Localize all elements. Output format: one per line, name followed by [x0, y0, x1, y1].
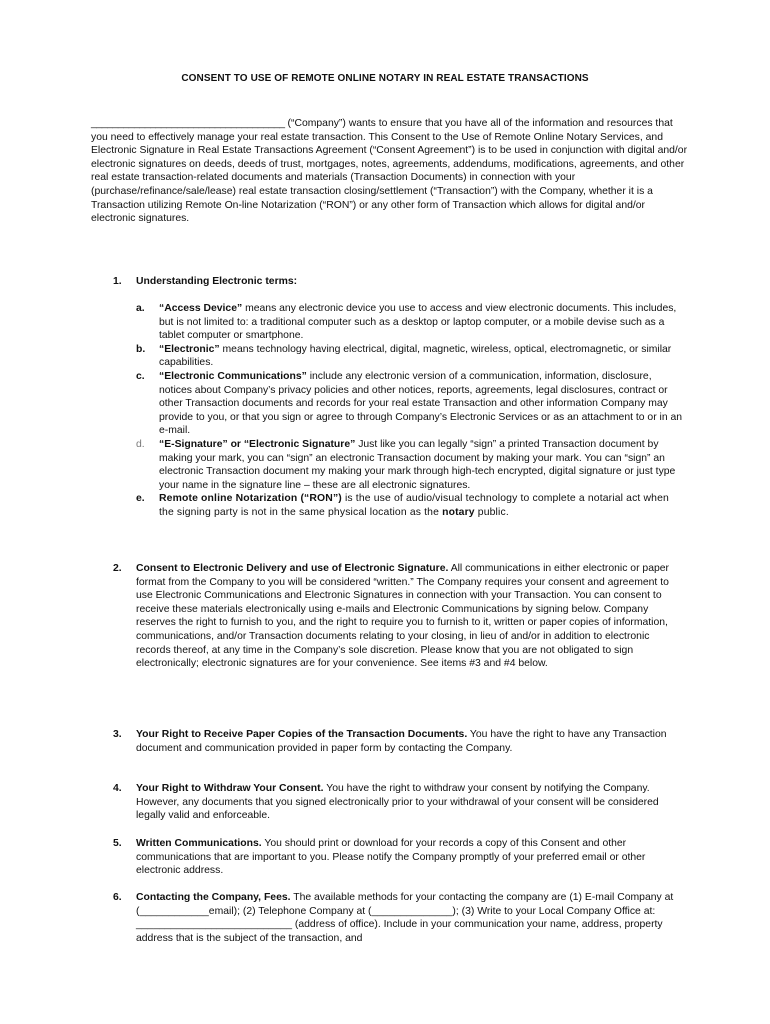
intro-paragraph: [91, 117, 691, 226]
list-item: [136, 343, 686, 370]
list-item: [136, 492, 686, 519]
item-text-end: public.: [474, 506, 509, 518]
document-title: CONSENT TO USE OF REMOTE ONLINE NOTARY IN REAL ESTATE TRANSACTIONS: [181, 73, 589, 84]
item-text: means technology having electrical, digital, magnetic, wireless, optical, electromagnetic, or similar capabilities.: [159, 343, 672, 369]
section-text: The available methods for your contacting the company are (1) E-mail Company at (____________email); (2) Telephone Company at (______________); (3) Write to your Local Company Office at: ___________________________ (address of office). Include in your communication your name, address, property address that is the subject of the transaction, and: [136, 892, 674, 944]
section-text: You should print or download for your records a copy of this Consent and other communications that are important to you. Please notify the Company promptly of your preferred email or other electronic address.: [136, 838, 646, 877]
item-term: Remote online Notarization (“RON”): [159, 493, 342, 505]
section-heading: Understanding Electronic terms:: [136, 276, 298, 287]
item-letter: b.: [136, 343, 146, 355]
section-number: 2.: [113, 563, 122, 574]
list-item: [136, 302, 686, 343]
section-heading: Contacting the Company, Fees.: [136, 892, 291, 903]
item-term: “Access Device”: [159, 303, 243, 314]
section-heading: Written Communications.: [136, 838, 262, 849]
item-text: include any electronic version of a communication, information, disclosure, notices about Company’s privacy policies and other notices, reports, agreements, legal disclosures, contract or other Transaction documents and records for your real estate Transaction and other information Company may provide to you, or that you sign or agree to through Company’s Electronic Services or as an attachment to or in an e-mail.: [159, 370, 683, 437]
item-term: “Electronic Communications”: [159, 370, 307, 382]
section-heading: Consent to Electronic Delivery and use of Electronic Signature.: [136, 563, 449, 574]
definitions-list: [136, 302, 686, 520]
section-text: You have the right to have any Transaction document and communication provided in paper form by contacting the Company.: [136, 729, 667, 754]
section-number: 6.: [113, 892, 122, 903]
section-number: 4.: [113, 783, 122, 794]
item-term: “Electronic”: [159, 343, 220, 355]
list-item: [136, 370, 686, 438]
intro-text: (“Company”) wants to ensure that you have all of the information and resources that you need to effectively manage your real estate transaction. This Consent to the Use of Remote Online Notary Services, and Electronic Signature in Real Estate Transactions Agreement (“Consent Agreement”) is to be used in conjunction with digital and/or electronic signatures on deeds, deeds of trust, mortgages, notes, agreements, addendums, modifications, agreements, and other real estate transaction-related documents and materials (Transaction Documents) in connection with your (purchase/refinance/sale/lease) real estate transaction closing/settlement (“Transaction”) with the Company, whether it is a Transaction utilizing Remote On-line Notarization (“RON”) or any other form of Transaction which allows for digital and/or electronic signatures.: [91, 118, 688, 225]
section-number: 1.: [113, 276, 122, 287]
item-letter: a.: [136, 303, 145, 314]
section-text: All communications in either electronic or paper format from the Company to you will be considered “written.” The Company requires your consent and agreement to use Electronic Communications and Electronic Signatures in connection with your Transaction. You can consent to receive these materials electronically using e-mails and Electronic Communications by signing below. Company reserves the right to furnish to you, and the right to require you to furnish to it, written or paper copies of information, communications, and/or Transaction documents relating to your closing, in lieu of and/or in addition to electronic records thereof, at any time in the Company’s sole discretion. Please know that you are not obligated to sign electronically; electronic signatures are for your convenience. See items #3 and #4 below.: [136, 563, 669, 670]
section-number: 3.: [113, 729, 122, 740]
item-letter: d.: [136, 438, 145, 450]
section-heading: Your Right to Receive Paper Copies of the Transaction Documents.: [136, 729, 468, 740]
section-heading: Your Right to Withdraw Your Consent.: [136, 783, 324, 794]
item-text: is the use of audio/visual technology to complete a notarial act when the signing party is not in the same physical location as the: [159, 493, 669, 518]
item-text: means any electronic device you use to access and view electronic documents. This includes, but is not limited to: a traditional computer such as a desktop or laptop computer, or a mobile devise such as a tablet computer or smartphone.: [159, 303, 677, 342]
list-item: [136, 438, 686, 492]
item-bold-word: notary: [442, 506, 475, 518]
section-text: You have the right to withdraw your consent by notifying the Company. However, any documents that you signed electronically prior to your withdrawal of your consent will be considered legally valid and enforceable.: [136, 783, 659, 822]
item-term: “E-Signature” or “Electronic Signature”: [159, 438, 356, 450]
item-text: Just like you can legally “sign” a printed Transaction document by making your mark, you can “sign” an electronic Transaction document by making your mark. You can “sign” an electronic Transaction document my making your mark through high-tech encrypted, digital signature or just type your name in the signature line – these are all electronic signatures.: [159, 438, 676, 491]
item-letter: e.: [136, 493, 145, 505]
company-name-blank: ____________________________________: [91, 118, 285, 129]
item-letter: c.: [136, 370, 145, 382]
section-number: 5.: [113, 838, 122, 849]
